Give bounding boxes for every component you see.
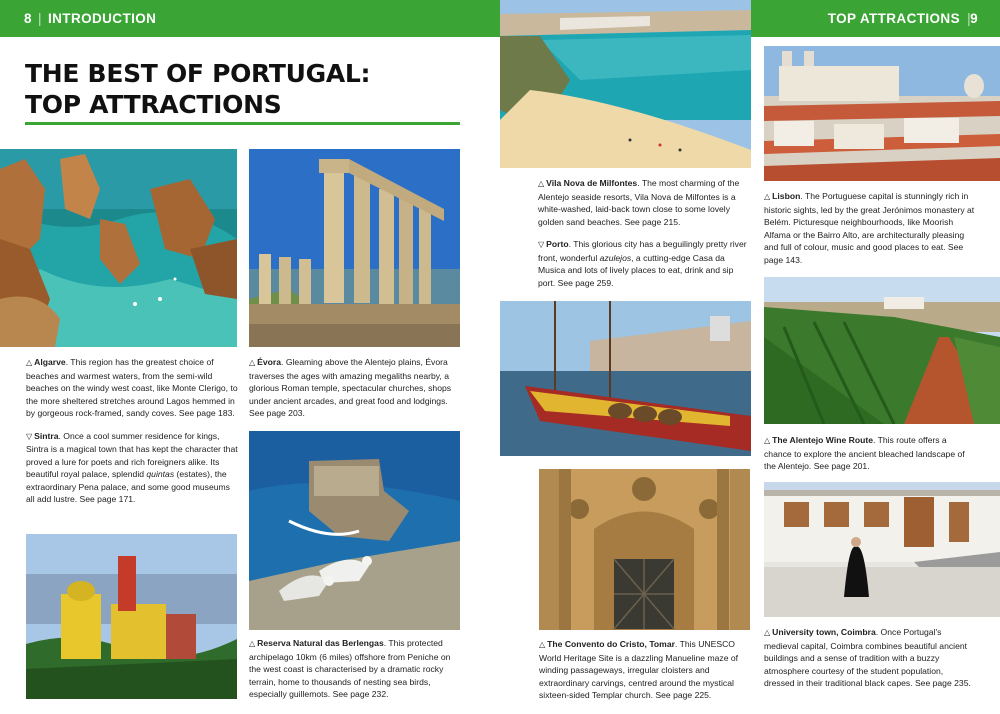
coimbra-entry bbox=[764, 626, 976, 690]
milfontes-caption bbox=[538, 177, 750, 299]
sintra-italic: quintas bbox=[146, 469, 175, 479]
berlengas-name: Reserva Natural das Berlengas bbox=[257, 638, 384, 648]
left-page-header bbox=[0, 0, 500, 37]
tomar-photo bbox=[539, 469, 750, 630]
berlengas-photo bbox=[249, 431, 460, 630]
alentejo-text: . This route offers a chance to explore the ancient bleached landscape of the Alentejo. See page 201. bbox=[764, 435, 965, 471]
tomar-name: The Convento do Cristo, Tomar bbox=[547, 639, 675, 649]
evora-text: . Gleaming above the Alentejo plains, Évora traverses the ages with amazing megaliths nearby, a glorious Roman temple, spectacular churches, shops under ancient arcades, and great food and lodgings. See page 203. bbox=[249, 357, 452, 418]
coimbra-caption bbox=[764, 626, 976, 700]
berlengas-text: . This protected archipelago 10km (6 miles) offshore from Peniche on the west coast is characterised by a dramatic rocky terrain, home to thousands of nesting sea birds, especially guillemots. See page 232. bbox=[249, 638, 451, 699]
triangle-up-icon: △ bbox=[764, 628, 771, 637]
evora-entry bbox=[249, 356, 461, 420]
algarve-entry bbox=[26, 356, 238, 420]
lisbon-caption bbox=[764, 190, 976, 276]
title-line-1: THE BEST OF PORTUGAL: bbox=[25, 59, 371, 88]
lisbon-name: Lisbon bbox=[772, 191, 801, 201]
porto-photo bbox=[500, 301, 751, 456]
milfontes-photo bbox=[500, 0, 751, 168]
left-section-title: INTRODUCTION bbox=[48, 11, 157, 26]
triangle-up-icon: △ bbox=[249, 358, 256, 367]
sintra-text-after: (estates), the extraordinary Pena palace, and some good museums all add lustre. See page 171. bbox=[26, 469, 230, 504]
sintra-name: Sintra bbox=[34, 430, 59, 441]
title-line-2: TOP ATTRACTIONS bbox=[25, 90, 282, 119]
tomar-text: . This UNESCO World Heritage Site is a dazzling Manueline maze of winding passageways, irregular cloisters and extraordinary carvings, centred around the mystical sixteen-sided Templar church. See page 225. bbox=[539, 639, 739, 700]
porto-entry bbox=[538, 238, 750, 289]
coimbra-name: University town, Coimbra bbox=[772, 627, 876, 637]
triangle-up-icon: △ bbox=[539, 640, 546, 649]
triangle-down-icon: ▽ bbox=[26, 431, 33, 441]
berlengas-entry bbox=[249, 637, 461, 701]
milfontes-text: . The most charming of the Alentejo seaside resorts, Vila Nova de Milfontes is a white-washed, laid-back town close to some lovely golden sand beaches. See page 215. bbox=[538, 178, 740, 227]
header-separator: | bbox=[38, 11, 42, 26]
berlengas-caption bbox=[249, 637, 461, 711]
tomar-caption bbox=[539, 638, 751, 712]
left-page-number: 8 bbox=[24, 11, 32, 26]
triangle-up-icon: △ bbox=[764, 192, 771, 201]
title-underline bbox=[25, 122, 460, 125]
alentejo-entry bbox=[764, 434, 976, 473]
evora-photo bbox=[249, 149, 460, 347]
porto-italic: azulejos bbox=[599, 252, 632, 263]
right-page-header bbox=[751, 0, 1000, 37]
header-separator: | bbox=[967, 11, 971, 26]
coimbra-photo bbox=[764, 482, 1000, 617]
triangle-up-icon: △ bbox=[538, 179, 545, 188]
triangle-down-icon: ▽ bbox=[538, 240, 545, 249]
algarve-text: . This region has the greatest choice of beaches and warmest waters, from the semi-wild beaches on the windy west coast, like Monte Clerigo, to the more sheltered stretches around Lagos hemmed in by gorgeous rock-framed, sandy coves. See page 183. bbox=[26, 357, 238, 418]
algarve-caption bbox=[26, 356, 238, 516]
triangle-up-icon: △ bbox=[26, 358, 33, 367]
porto-text-before: . This glorious city has a beguilingly pretty river front, wonderful bbox=[538, 239, 747, 263]
triangle-up-icon: △ bbox=[249, 639, 256, 648]
alentejo-wine-photo bbox=[764, 277, 1000, 424]
porto-name: Porto bbox=[546, 239, 569, 249]
sintra-photo bbox=[26, 534, 237, 699]
sintra-text-before: . Once a cool summer residence for kings, Sintra is a magical town that has kept the character that proved a lure for poets and rich foreigners alike. Its beautiful royal palace, splendid bbox=[26, 430, 238, 479]
milfontes-name: Vila Nova de Milfontes bbox=[546, 178, 638, 188]
triangle-up-icon: △ bbox=[764, 436, 771, 445]
tomar-entry bbox=[539, 638, 751, 702]
lisbon-photo bbox=[764, 46, 1000, 181]
algarve-name: Algarve bbox=[34, 357, 66, 367]
milfontes-entry bbox=[538, 177, 750, 228]
right-page-number: 9 bbox=[970, 11, 978, 26]
alentejo-caption bbox=[764, 434, 976, 483]
evora-name: Évora bbox=[257, 357, 282, 367]
page-title bbox=[25, 58, 465, 120]
alentejo-name: The Alentejo Wine Route bbox=[772, 435, 873, 445]
lisbon-text: . The Portuguese capital is stunningly rich in historic sights, led by the great Jerónimos monastery at Belém. Picturesque neighbourhoods, like Moorish Alfama or the Bairro Alto, are architecturally pleasing and full of colour, music and good places to eat. See page 143. bbox=[764, 191, 975, 265]
sintra-entry bbox=[26, 430, 238, 506]
porto-text-after: , a cutting-edge Casa da Musica and lots of lively places to eat, drink and sip port. See page 259. bbox=[538, 252, 734, 288]
algarve-photo bbox=[0, 149, 237, 347]
coimbra-text: . Once Portugal's medieval capital, Coimbra combines beautiful ancient buildings and a sense of tradition with a buzzy atmosphere courtesy of the student population, dressed in their traditional black capes. See page 235. bbox=[764, 627, 971, 688]
right-section-title: TOP ATTRACTIONS bbox=[827, 11, 960, 26]
lisbon-entry bbox=[764, 190, 976, 266]
evora-caption bbox=[249, 356, 461, 430]
right-page bbox=[500, 0, 1000, 714]
